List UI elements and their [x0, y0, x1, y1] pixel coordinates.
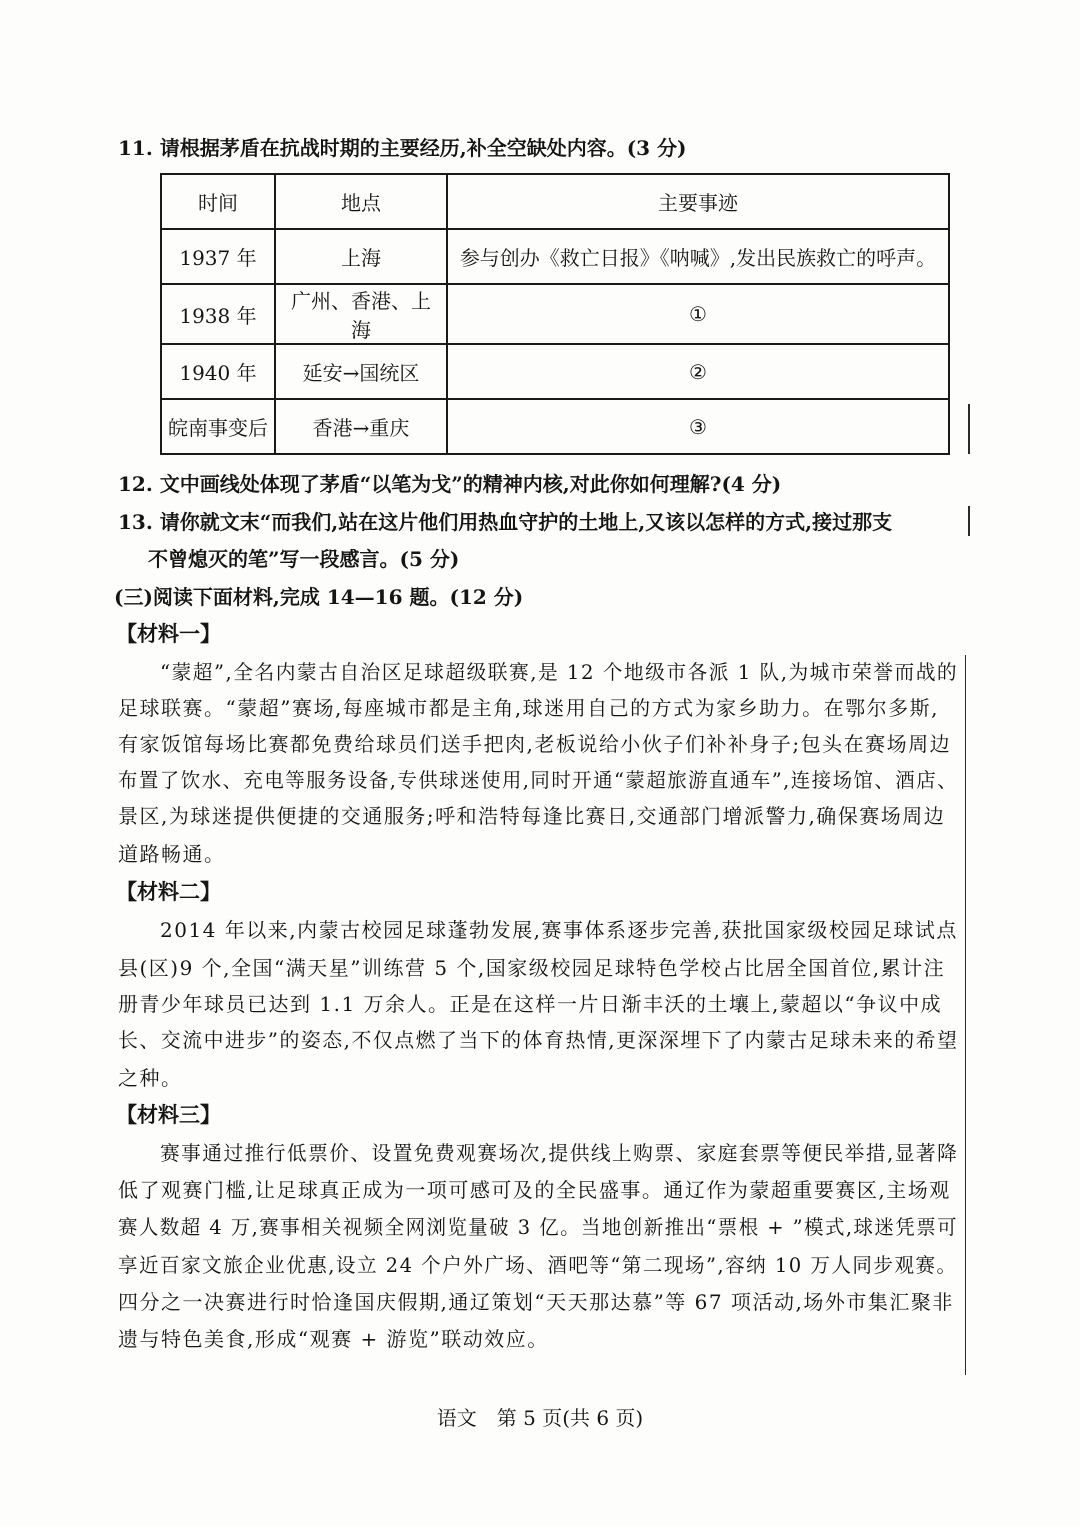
- question-11-prompt: 11. 请根据茅盾在抗战时期的主要经历,补全空缺处内容。(3 分): [118, 136, 687, 160]
- margin-rule: [968, 506, 970, 536]
- material-2-line: 之种。: [118, 1066, 183, 1090]
- margin-rule: [968, 404, 970, 454]
- material-1-line: 有家饭馆每场比赛都免费给球员们送手把肉,老板说给小伙子们补补身子;包头在赛场周边: [118, 732, 952, 756]
- material-2-line: 长、交流中进步”的姿态,不仅点燃了当下的体育热情,更深深埋下了内蒙古足球未来的希望: [118, 1028, 959, 1052]
- margin-rule: [965, 655, 966, 1375]
- material-1-line: 足球联赛。“蒙超”赛场,每座城市都是主角,球迷用自己的方式为家乡助力。在鄂尔多斯,: [118, 696, 940, 720]
- cell-place: 香港→重庆: [275, 399, 447, 454]
- cell-time: 皖南事变后: [161, 399, 275, 454]
- table-row: [161, 229, 949, 284]
- table-row: [161, 284, 949, 344]
- cell-time: 1940 年: [161, 344, 275, 399]
- material-3-line: 赛人数超 4 万,赛事相关视频全网浏览量破 3 亿。当地创新推出“票根 + ”模式,球迷凭票可: [118, 1215, 958, 1239]
- page-footer: 语文 第 5 页(共 6 页): [436, 1406, 644, 1430]
- material-2-tag: 【材料二】: [116, 879, 221, 904]
- cell-time: 1937 年: [161, 229, 275, 284]
- material-3-line: 四分之一决赛进行时恰逢国庆假期,通辽策划“天天那达慕”等 67 项活动,场外市集汇聚非: [118, 1290, 954, 1314]
- material-3-line: 享近百家文旅企业优惠,设立 24 个户外广场、酒吧等“第二现场”,容纳 10 万人同步观赛。: [118, 1253, 958, 1277]
- header-place: 地点: [275, 174, 447, 229]
- cell-place: 广州、香港、上海: [275, 284, 447, 344]
- header-deeds: 主要事迹: [447, 174, 949, 229]
- material-1-line: “蒙超”,全名内蒙古自治区足球超级联赛,是 12 个地级市各派 1 队,为城市荣誉而战的: [160, 660, 959, 684]
- cell-time: 1938 年: [161, 284, 275, 344]
- material-2-line: 册青少年球员已达到 1.1 万余人。正是在这样一片日渐丰沃的土壤上,蒙超以“争议中成: [118, 992, 943, 1016]
- table-row: [161, 399, 949, 454]
- cell-deeds: 参与创办《救亡日报》《呐喊》,发出民族救亡的呼声。: [447, 229, 949, 284]
- question-13-line-1: 13. 请你就文末“而我们,站在这片他们用热血守护的土地上,又该以怎样的方式,接过那支: [118, 510, 893, 534]
- cell-place: 上海: [275, 229, 447, 284]
- material-2-line: 县(区)9 个,全国“满天星”训练营 5 个,国家级校园足球特色学校占比居全国首位,累计注: [118, 956, 946, 980]
- cell-blank-1: ①: [447, 284, 949, 344]
- material-3-line: 遗与特色美食,形成“观赛 + 游览”联动效应。: [118, 1327, 549, 1351]
- material-2-line: 2014 年以来,内蒙古校园足球蓬勃发展,赛事体系逐步完善,获批国家级校园足球试点: [160, 918, 958, 942]
- table-header-row: [161, 174, 949, 229]
- timeline-table: [160, 173, 950, 455]
- question-13-line-2: 不曾熄灭的笔”写一段感言。(5 分): [148, 547, 460, 571]
- material-1-tag: 【材料一】: [116, 621, 221, 646]
- cell-blank-3: ③: [447, 399, 949, 454]
- question-12: 12. 文中画线处体现了茅盾“以笔为戈”的精神内核,对此你如何理解?(4 分): [118, 472, 782, 496]
- material-1-line: 布置了饮水、充电等服务设备,专供球迷使用,同时开通“蒙超旅游直通车”,连接场馆、酒店、: [118, 768, 959, 792]
- table-row: [161, 344, 949, 399]
- material-1-line: 道路畅通。: [118, 842, 226, 866]
- section-3-heading: (三)阅读下面材料,完成 14—16 题。(12 分): [114, 585, 524, 609]
- material-3-line: 低了观赛门槛,让足球真正成为一项可感可及的全民盛事。通辽作为蒙超重要赛区,主场观: [118, 1178, 951, 1202]
- cell-blank-2: ②: [447, 344, 949, 399]
- header-time: 时间: [161, 174, 275, 229]
- material-1-line: 景区,为球迷提供便捷的交通服务;呼和浩特每逢比赛日,交通部门增派警力,确保赛场周边: [118, 804, 946, 828]
- material-3-line: 赛事通过推行低票价、设置免费观赛场次,提供线上购票、家庭套票等便民举措,显著降: [160, 1141, 959, 1165]
- cell-place: 延安→国统区: [275, 344, 447, 399]
- material-3-tag: 【材料三】: [116, 1102, 221, 1127]
